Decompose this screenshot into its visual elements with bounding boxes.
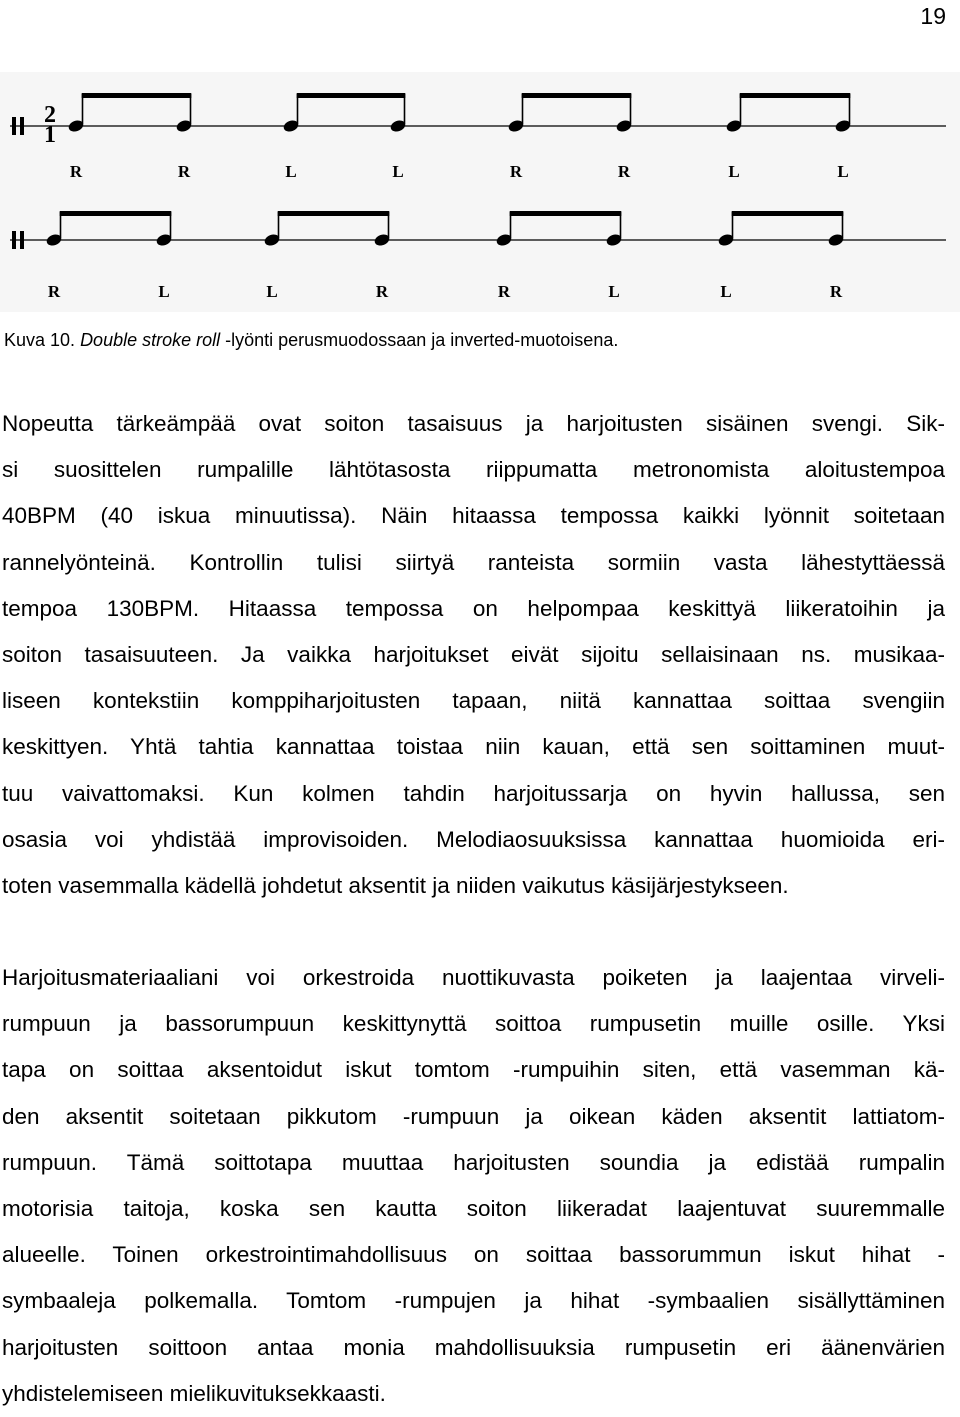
paragraph-line: tuu vaivattomaksi. Kun kolmen tahdin harjoitussarja on hyvin hallussa, sen: [2, 780, 945, 806]
sticking-label: L: [728, 162, 740, 181]
sticking-label: R: [47, 282, 61, 301]
figure-caption: [4, 328, 944, 352]
paragraph-line: symbaaleja polkemalla. Tomtom -rumpujen ja hihat -symbaalien sisällyttäminen: [2, 1288, 945, 1314]
sticking-label: R: [497, 282, 511, 301]
paragraph-line: yhdistelemiseen mielikuvituksekkaasti.: [2, 1380, 386, 1406]
paragraph-1: [2, 401, 945, 909]
paragraph-line: tapa on soittaa aksentoidut iskut tomtom -rumpuihin siten, että vasemman kä-: [2, 1057, 945, 1083]
beam: [278, 211, 390, 216]
paragraph-line: Harjoitusmateriaaliani voi orkestroida nuottikuvasta poiketen ja laajentaa virveli-: [2, 965, 945, 990]
paragraph-line: osasia voi yhdistää improvisoiden. Melodiaosuuksissa kannattaa huomioida eri-: [2, 826, 945, 852]
sticking-label: R: [69, 162, 83, 181]
paragraph-line: rannelyönteinä. Kontrollin tulisi siirtyä ranteista sormiin vasta lähestyttäessä: [2, 549, 945, 575]
paragraph-line: liseen kontekstiin komppiharjoitusten tapaan, niitä kannattaa soittaa svengiin: [2, 688, 945, 714]
sticking-label: R: [829, 282, 843, 301]
beam: [82, 93, 192, 98]
paragraph-line: Nopeutta tärkeämpää ovat soiton tasaisuus ja harjoitusten sisäinen svengi. Sik-: [2, 411, 945, 436]
paragraph-line: motorisia taitoja, koska sen kautta soiton liikeradat laajentuvat suuremmalle: [2, 1196, 945, 1222]
paragraph-line: harjoitusten soittoon antaa monia mahdollisuuksia rumpusetin eri äänenvärien: [2, 1334, 945, 1360]
paragraph-line: soiton tasaisuuteen. Ja vaikka harjoitukset eivät sijoitu sellaisinaan ns. musikaa-: [2, 642, 945, 668]
sticking-label: L: [608, 282, 620, 301]
paragraph-line: den aksentit soitetaan pikkutom -rumpuun ja oikean käden aksentit lattiatom-: [2, 1103, 945, 1129]
sticking-label: L: [266, 282, 278, 301]
paragraph-line: alueelle. Toinen orkestrointimahdollisuus on soittaa bassorummun iskut hihat -: [2, 1242, 945, 1268]
beam: [60, 211, 172, 216]
beam: [522, 93, 632, 98]
percussion-clef-bar: [12, 231, 16, 249]
paragraph-line: rumpuun ja bassorumpuun keskittynyttä soittoa rumpusetin muille osille. Yksi: [2, 1011, 945, 1037]
sticking-label: L: [392, 162, 404, 181]
percussion-clef-bar: [12, 117, 16, 135]
page-number: 19: [920, 3, 946, 29]
beam: [297, 93, 406, 98]
sticking-label: L: [837, 162, 849, 181]
caption-rest: -lyönti perusmuodossaan ja inverted-muotoisena.: [220, 330, 619, 350]
caption-title: Double stroke roll: [80, 330, 221, 350]
caption-prefix: Kuva 10.: [4, 330, 81, 350]
paragraph-line: toten vasemmalla kädellä johdetut aksentit ja niiden vaikutus käsijärjestykseen.: [2, 873, 789, 899]
paragraph-line: keskittyen. Yhtä tahtia kannattaa toistaa niin kauan, että sen soittaminen muut-: [2, 734, 945, 760]
sticking-label: R: [375, 282, 389, 301]
paragraph-line: 40BPM (40 iskua minuutissa). Näin hitaassa tempossa kaikki lyönnit soitetaan: [2, 503, 945, 529]
sticking-label: R: [509, 162, 523, 181]
time-signature-bottom: 1: [44, 122, 56, 148]
time-signature-top: 2: [44, 102, 56, 128]
percussion-clef-bar: [20, 117, 24, 135]
drum-notation-figure: [0, 72, 960, 312]
paragraph-line: si suosittelen rumpalille lähtötasosta riippumatta metronomista aloitustempoa: [2, 457, 945, 483]
beam: [740, 93, 851, 98]
paragraph-line: tempoa 130BPM. Hitaassa tempossa on helpompaa keskittyä liikeratoihin ja: [2, 595, 945, 621]
sticking-label: L: [285, 162, 297, 181]
beam: [510, 211, 622, 216]
paragraph-2: [2, 955, 945, 1417]
sticking-label: L: [720, 282, 732, 301]
beam: [732, 211, 844, 216]
percussion-clef-bar: [20, 231, 24, 249]
notation-svg: [0, 72, 960, 312]
sticking-label: R: [177, 162, 191, 181]
sticking-label: R: [617, 162, 631, 181]
sticking-label: L: [158, 282, 170, 301]
paragraph-line: rumpuun. Tämä soittotapa muuttaa harjoitusten soundia ja edistää rumpalin: [2, 1149, 945, 1175]
